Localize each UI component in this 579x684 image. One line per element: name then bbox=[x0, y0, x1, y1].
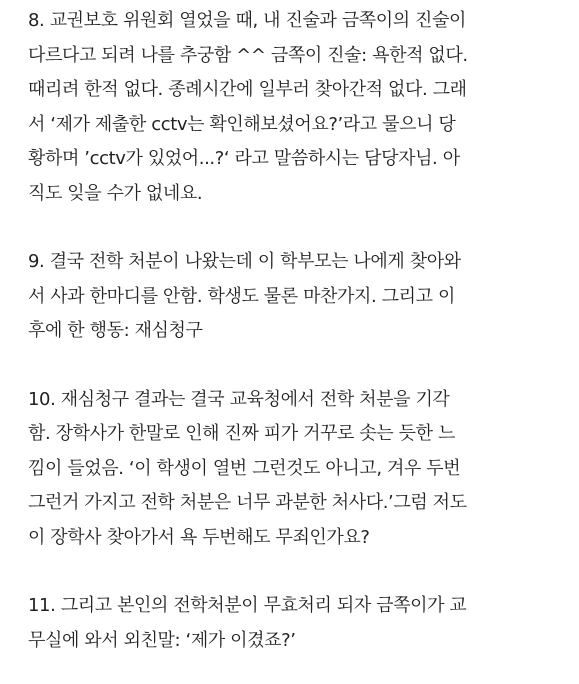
text-line: 9. 결국 전학 처분이 나왔는데 이 학부모는 나에게 찾아와 bbox=[28, 251, 461, 272]
text-line: 무실에 와서 외친말: ‘제가 이겼죠?’ bbox=[28, 629, 296, 651]
text-line: 서 ‘제가 제출한 cctv는 확인해보셨어요?’라고 물으니 당 bbox=[28, 113, 456, 135]
text-line: 10. 재심청구 결과는 결국 교육청에서 전학 처분을 기각 bbox=[28, 388, 450, 410]
paragraph-10 bbox=[28, 383, 559, 556]
text-line: 직도 잊을 수가 없네요. bbox=[28, 182, 203, 204]
text-line: 후에 한 행동: 재심청구 bbox=[28, 320, 203, 341]
text-line: 그런거 가지고 전학 처분은 너무 과분한 처사다.’그럼 저도 bbox=[28, 492, 467, 513]
text-line: 황하며 ’cctv가 있었어...?‘ 라고 말씀하시는 담당자님. 아 bbox=[28, 148, 460, 169]
text-line: 때리려 한적 없다. 종례시간에 일부러 찾아간적 없다. 그래 bbox=[28, 79, 467, 100]
text-line: 11. 그리고 본인의 전학처분이 무효처리 되자 금쪽이가 교 bbox=[28, 595, 467, 616]
text-line: 서 사과 한마디를 안함. 학생도 물론 마찬가지. 그리고 이 bbox=[28, 285, 455, 307]
text-line: 이 장학사 찾아가서 욕 두번해도 무죄인가요? bbox=[28, 526, 370, 548]
text-line: 함. 장학사가 한말로 인해 진짜 피가 거꾸로 솟는 듯한 느 bbox=[28, 423, 455, 444]
text-line: 낌이 들었음. ‘이 학생이 열번 그런것도 아니고, 겨우 두번 bbox=[28, 457, 461, 479]
paragraph-11 bbox=[28, 589, 559, 658]
paragraph-8 bbox=[28, 4, 559, 211]
text-line: 8. 교권보호 위원회 열었을 때, 내 진술과 금쪽이의 진술이 bbox=[28, 10, 467, 31]
text-line: 다르다고 되려 나를 추궁함 ^^ 금쪽이 진술: 욕한적 없다. bbox=[28, 44, 468, 66]
paragraph-9 bbox=[28, 245, 559, 349]
